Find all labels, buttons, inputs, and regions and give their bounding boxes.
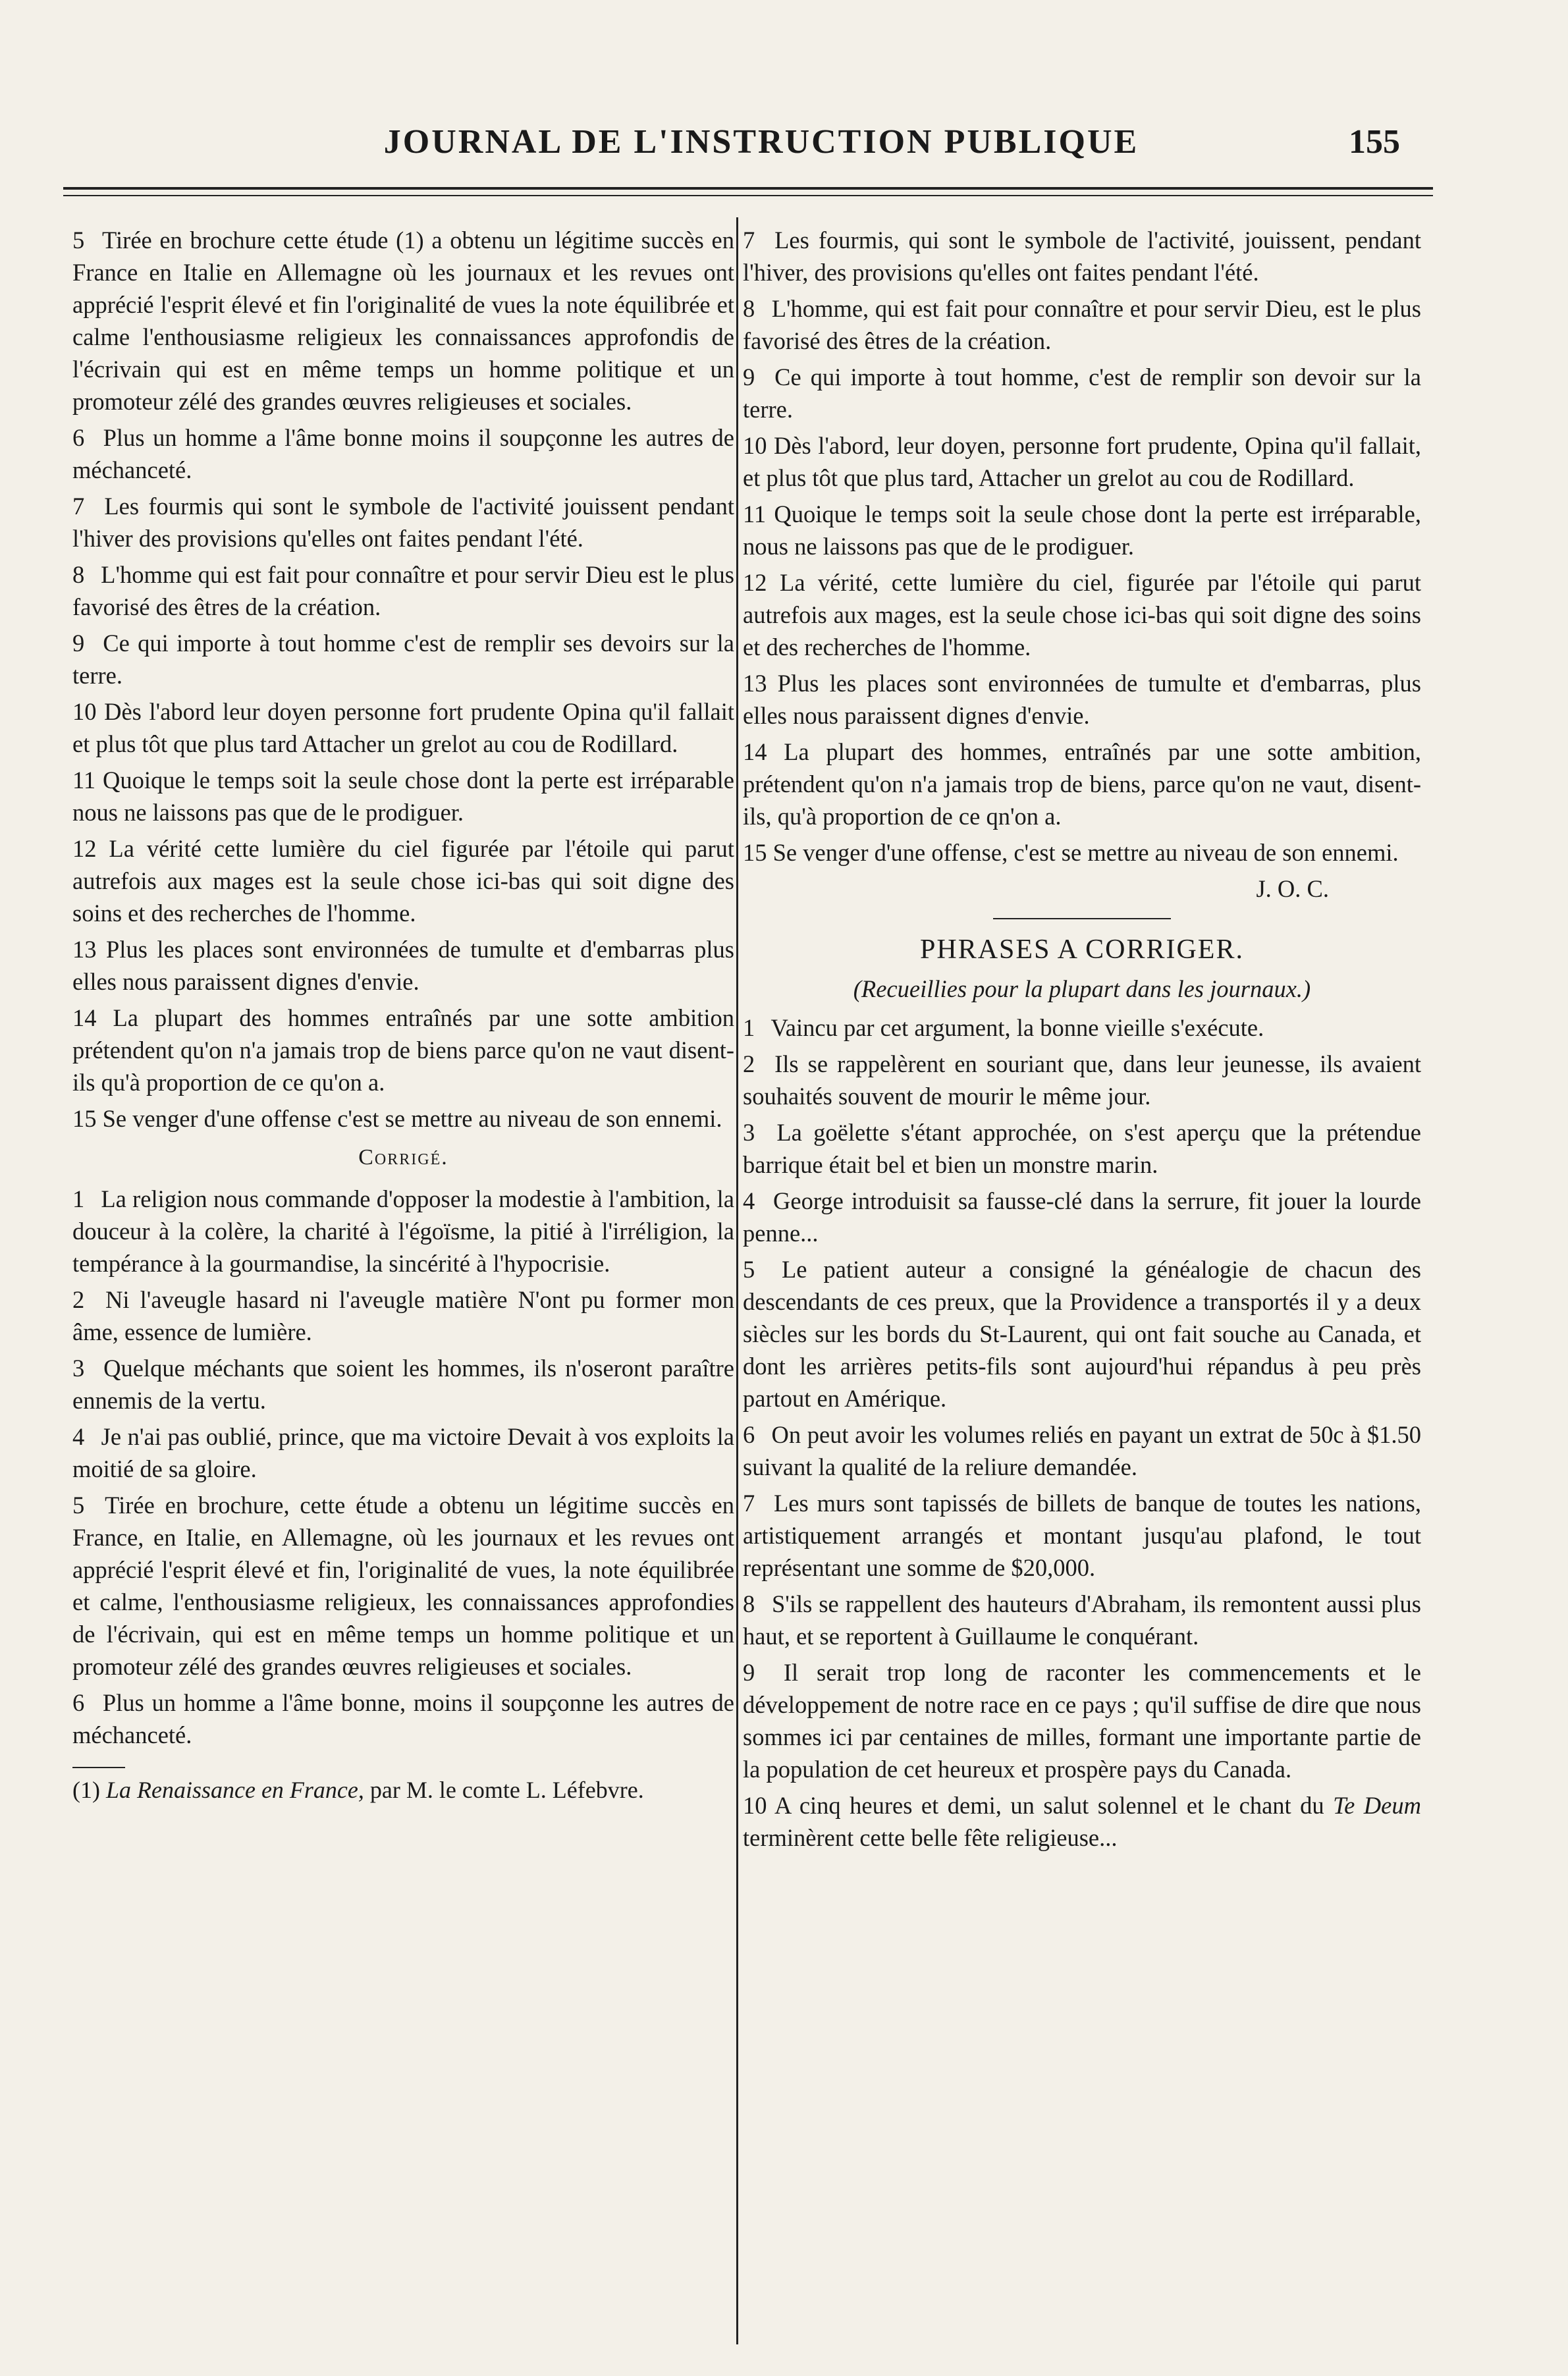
exercise-item-number: 15 [72,1105,97,1132]
phrase-item-number: 6 [743,1421,755,1448]
phrase-item-text: Le patient auteur a consigné la généalogie de chacun des descendants de ces preux, que la Providence a transportés il y a deux siècles sur les bords du St-Laurent, qui ont fait souche au Canada, et dont les arrières petits-fils sont aujourd'hui répandus à peu près partout en Amérique. [743,1256,1421,1412]
corrige-item [72,1687,734,1751]
exercise-item-text: Plus un homme a l'âme bonne moins il soupçonne les autres de méchanceté. [72,424,734,483]
exercise-item-number: 14 [72,1004,97,1031]
exercise-item-number: 12 [72,835,97,862]
phrase-item-number: 10 [743,1792,767,1819]
corrected-item [743,429,1421,494]
phrase-item-number: 8 [743,1590,755,1617]
exercise-item-text: Plus les places sont environnées de tumulte et d'embarras plus elles nous paraissent dignes d'envie. [72,936,734,995]
corrected-item-text: Se venger d'une offense, c'est se mettre au niveau de son ennemi. [772,839,1399,866]
exercise-item [72,627,734,691]
phrase-item [743,1789,1421,1854]
phrase-item-text: Ils se rappelèrent en souriant que, dans leur jeunesse, ils avaient souhaités souvent de mourir le même jour. [743,1050,1421,1110]
phrase-item [743,1012,1421,1044]
phrase-item-text: La goëlette s'étant approchée, on s'est aperçu que la prétendue barrique était bel et bien un monstre marin. [743,1119,1422,1178]
exercise-item [72,1002,734,1098]
footnote-title: La Renaissance en France, [105,1777,364,1803]
phrase-item-text: On peut avoir les volumes reliés en payant un extrat de 50c à $1.50 suivant la qualité de la reliure demandée. [743,1421,1422,1480]
phrase-item [743,1185,1421,1249]
exercise-item-text: Dès l'abord leur doyen personne fort prudente Opina qu'il fallait et plus tôt que plus tard Attacher un grelot au cou de Rodillard. [72,698,735,757]
corrige-item-number: 1 [72,1185,85,1212]
phrase-item [743,1418,1421,1483]
corrected-item-text: La plupart des hommes, entraînés par une sotte ambition, prétendent qu'on n'a jamais trop de biens, parce qu'on ne vaut, disent-ils, qu'à proportion de ce qn'on a. [743,738,1421,830]
section-rule [993,918,1171,919]
phrase-item-text: Les murs sont tapissés de billets de banque de toutes les nations, artistiquement arrangés et montant jusqu'au plafond, le tout représentant une somme de $20,000. [743,1490,1422,1581]
corrige-item-text: Ni l'aveugle hasard ni l'aveugle matière N'ont pu former mon âme, essence de lumière. [72,1286,734,1345]
corrige-heading: Corrigé. [358,1145,448,1170]
section-subtitle: (Recueillies pour la plupart dans les journaux.) [853,975,1311,1002]
phrase-item [743,1253,1421,1415]
phrase-item [743,1048,1421,1112]
corrected-item [743,498,1421,562]
exercise-item-number: 11 [72,767,96,794]
corrected-item-text: Les fourmis, qui sont le symbole de l'activité, jouissent, pendant l'hiver, des provisions qu'elles ont faites pendant l'été. [743,227,1422,286]
corrected-item [743,292,1421,357]
corrected-item-number: 13 [743,670,767,697]
exercise-item-number: 13 [72,936,97,963]
exercise-item [72,1102,734,1135]
corrected-item-number: 15 [743,839,767,866]
exercise-item-text: Les fourmis qui sont le symbole de l'activité jouissent pendant l'hiver des provisions qu'elles ont faites pendant l'été. [72,493,735,552]
phrase-item-number: 5 [743,1256,755,1283]
phrase-item-text: S'ils se rappellent des hauteurs d'Abraham, ils remontent aussi plus haut, et se reportent à Guillaume le conquérant. [743,1590,1421,1650]
corrige-item-text: Je n'ai pas oublié, prince, que ma victoire Devait à vos exploits la moitié de sa gloire. [72,1423,735,1482]
corrige-item [72,1352,734,1417]
corrected-item [743,224,1421,288]
exercise-item-number: 7 [72,493,85,520]
left-column [72,224,734,1809]
corrige-item-text: Plus un homme a l'âme bonne, moins il soupçonne les autres de méchanceté. [72,1689,734,1748]
corrige-item-number: 3 [72,1355,85,1382]
section-title: PHRASES A CORRIGER. [920,934,1244,965]
column-divider [736,217,738,2344]
phrase-item-italic-text: Te Deum [1333,1792,1421,1819]
corrige-item [72,1420,734,1485]
corrected-item-number: 9 [743,364,755,391]
corrige-item-number: 5 [72,1492,85,1519]
phrases-list [743,1012,1421,1854]
exercise-item [72,764,734,828]
footnote-rule [72,1767,125,1768]
phrase-item [743,1487,1421,1584]
corrected-item-text: La vérité, cette lumière du ciel, figurée par l'étoile qui parut autrefois aux mages, est la seule chose ici-bas qui soit digne des soins et des recherches de l'homme. [743,569,1422,661]
exercise-item-text: La vérité cette lumière du ciel figurée par l'étoile qui parut autrefois aux mages est la seule chose ici-bas qui soit digne des soins et des recherches de l'homme. [72,835,735,927]
exercise-item-number: 8 [72,561,85,588]
phrase-item-text: terminèrent cette belle fête religieuse... [743,1824,1118,1851]
exercise-item [72,490,734,554]
phrase-item-number: 3 [743,1119,755,1146]
corrected-item-number: 12 [743,569,767,596]
corrected-item-number: 14 [743,738,767,765]
signature: J. O. C. [1256,875,1329,902]
corrige-item-text: Tirée en brochure, cette étude a obtenu un légitime succès en France, en Italie, en Allemagne, où les journaux et les revues ont apprécié l'esprit élevé et fin, l'originalité de vues, la note équilibrée et calme, l'enthousiasme religieux, les connaissances approfondies de l'écrivain, qui est en même temps un homme politique et un promoteur zélé des grandes œuvres religieuses et sociales. [72,1492,735,1680]
phrase-item [743,1656,1421,1785]
exercise-item-text: Ce qui importe à tout homme c'est de remplir ses devoirs sur la terre. [72,630,734,689]
footnote-text: par M. le comte L. Léfebvre. [369,1777,644,1803]
right-exercise-list [743,224,1421,869]
page-header [63,117,1426,176]
phrase-item-number: 1 [743,1014,755,1041]
exercise-item [72,421,734,486]
phrase-item-text: A cinq heures et demi, un salut solennel et le chant du [774,1792,1324,1819]
corrige-list [72,1183,734,1751]
corrige-item-number: 4 [72,1423,85,1450]
corrected-item-number: 11 [743,500,767,527]
phrase-item-text: George introduisit sa fausse-clé dans la serrure, fit jouer la lourde penne... [743,1187,1421,1247]
corrected-item-text: Ce qui importe à tout homme, c'est de remplir son devoir sur la terre. [743,364,1421,423]
footnote [72,1775,734,1805]
corrected-item [743,736,1421,832]
phrase-item-text: Vaincu par cet argument, la bonne vieille s'exécute. [770,1014,1264,1041]
left-exercise-list [72,224,734,1135]
exercise-item-number: 6 [72,424,85,451]
corrige-item-text: Quelque méchants que soient les hommes, ils n'oseront paraître ennemis de la vertu. [72,1355,734,1414]
footnote-marker: (1) [72,1777,100,1803]
phrase-item-number: 4 [743,1187,755,1214]
exercise-item [72,933,734,998]
exercise-item [72,695,734,760]
exercise-item-text: La plupart des hommes entraînés par une sotte ambition prétendent qu'on n'a jamais trop de biens parce qu'on ne vaut disent-ils qu'à proportion de ce qu'on a. [72,1004,734,1096]
exercise-item-text: L'homme qui est fait pour connaître et pour servir Dieu est le plus favorisé des êtres de la création. [72,561,735,620]
page-number: 155 [1349,123,1400,161]
phrase-item [743,1588,1421,1652]
corrected-item-number: 8 [743,295,755,322]
corrected-item [743,361,1421,425]
exercise-item-text: Quoique le temps soit la seule chose dont la perte est irréparable nous ne laissons pas que de le prodiguer. [72,767,734,826]
corrige-item-number: 2 [72,1286,85,1313]
corrected-item-text: Plus les places sont environnées de tumulte et d'embarras, plus elles nous paraissent dignes d'envie. [743,670,1422,729]
corrected-item-text: L'homme, qui est fait pour connaître et pour servir Dieu, est le plus favorisé des êtres de la création. [743,295,1422,354]
exercise-item-number: 9 [72,630,85,657]
exercise-item [72,558,734,623]
corrige-item-text: La religion nous commande d'opposer la modestie à l'ambition, la douceur à la colère, la charité à l'égoïsme, la pitié à l'irréligion, la tempérance à la gourmandise, la sincérité à l'hypocrisie. [72,1185,735,1277]
exercise-item-text: Tirée en brochure cette étude (1) a obtenu un légitime succès en France en Italie en Allemagne où les journaux et les revues ont apprécié l'esprit élevé et fin l'originalité de vues la note équilibrée et calme l'enthousiasme religieux les connaissances approfondis de l'écrivain qui est en même temps un homme politique et un promoteur zélé des grandes œuvres religieuses et sociales. [72,227,735,415]
header-rule [63,187,1433,190]
corrected-item [743,667,1421,732]
corrected-item [743,836,1421,869]
phrase-item-text: Il serait trop long de raconter les commencements et le développement de notre race en ce pays ; qu'il suffise de dire que nous sommes ici par centaines de milles, formant une importante partie de la population de cet heureux et prospère pays du Canada. [743,1659,1422,1783]
header-rule-thin [63,195,1433,196]
corrected-item [743,566,1421,663]
exercise-item-text: Se venger d'une offense c'est se mettre au niveau de son ennemi. [102,1105,722,1132]
phrase-item-number: 7 [743,1490,755,1517]
phrase-item [743,1116,1421,1181]
exercise-item-number: 10 [72,698,97,725]
phrase-item-number: 9 [743,1659,755,1686]
corrige-item-number: 6 [72,1689,85,1716]
phrase-item-number: 2 [743,1050,755,1077]
corrige-item [72,1183,734,1280]
corrige-item [72,1489,734,1683]
corrected-item-number: 10 [743,432,767,459]
right-column [743,224,1421,1858]
corrected-item-number: 7 [743,227,755,254]
journal-title: JOURNAL DE L'INSTRUCTION PUBLIQUE [383,123,1139,161]
exercise-item-number: 5 [72,227,85,254]
exercise-item [72,832,734,929]
exercise-item [72,224,734,418]
corrected-item-text: Dès l'abord, leur doyen, personne fort prudente, Opina qu'il fallait, et plus tôt que plus tard, Attacher un grelot au cou de Rodillard. [743,432,1421,491]
corrige-item [72,1283,734,1348]
corrected-item-text: Quoique le temps soit la seule chose dont la perte est irréparable, nous ne laissons pas que de le prodiguer. [743,500,1421,560]
